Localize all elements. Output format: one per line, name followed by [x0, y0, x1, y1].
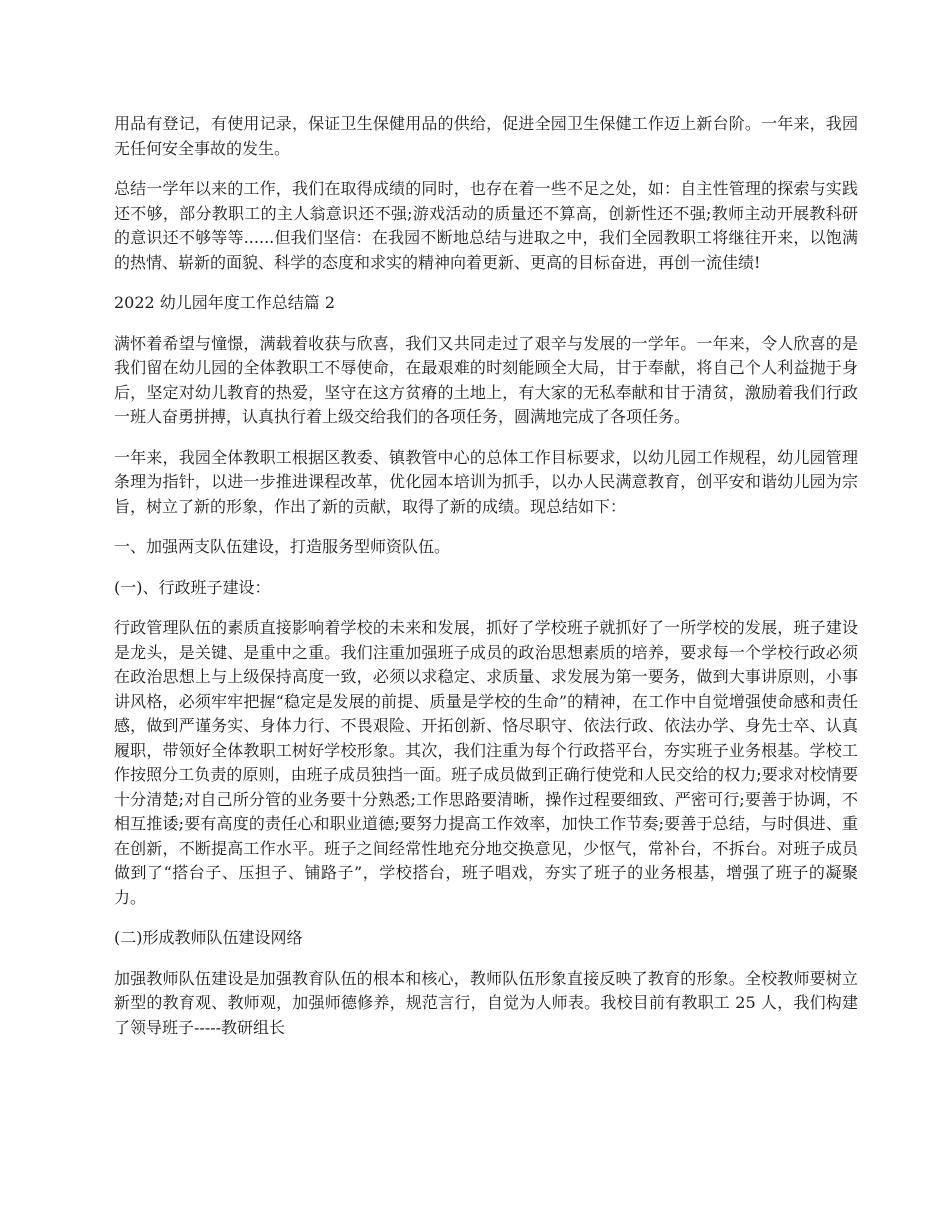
section-heading-part-2: 2022 幼儿园年度工作总结篇 2: [114, 293, 336, 312]
subheading-teacher-network: (二)形成教师队伍建设网络: [114, 928, 303, 947]
subheading-admin-team: (一)、行政班子建设：: [114, 577, 271, 597]
paragraph-overall-goals: 一年来，我园全体教职工根据区教委、镇教管中心的总体工作目标要求，以幼儿园工作规程，幼儿园管理条理为指针，以进一步推进课程改革，优化园本培训为抓手，以办人民满意教育，创平安和谐幼儿园为宗旨，树立了新的形象，作出了新的贡献，取得了新的成绩。现总结如下：: [114, 447, 858, 516]
paragraph-hope-and-harvest: 满怀着希望与憧憬，满载着收获与欣喜，我们又共同走过了艰辛与发展的一学年。一年来，令人欣喜的是我们留在幼儿园的全体教职工不辱使命，在最艰难的时刻能顾全大局，甘于奉献，将自己个人利益抛于身后，坚定对幼儿教育的热爱，坚守在这方贫瘠的土地上，有大家的无私奉献和甘于清贫，激励着我们行政一班人奋勇拼搏，认真执行着上级交给我们的各项任务，圆满地完成了各项任务。: [114, 333, 858, 426]
document-body: [114, 112, 858, 1056]
paragraph-hygiene-supplies: 用品有登记，有使用记录，保证卫生保健用品的供给，促进全园卫生保健工作迈上新台阶。一年来，我园无任何安全事故的发生。: [114, 114, 858, 158]
paragraph-admin-team: 行政管理队伍的素质直接影响着学校的未来和发展，抓好了学校班子就抓好了一所学校的发展，班子建设是龙头，是关键、是重中之重。我们注重加强班子成员的政治思想素质的培养，要求每一个学校行政必须在政治思想上与上级保持高度一致，必须以求稳定、求质量、求发展为第一要务，做到大事讲原则，小事讲风格，必须牢牢把握“稳定是发展的前提、质量是学校的生命”的精神，在工作中自觉增强使命感和责任感，做到严谨务实、身体力行、不畏艰险、开拓创新、恪尽职守、依法行政、依法办学、身先士卒、认真履职，带领好全体教职工树好学校形象。其次，我们注重为每个行政搭平台，夯实班子业务根基。学校工作按照分工负责的原则，由班子成员独挡一面。班子成员做到正确行使党和人民交给的权力;要求对校情要十分清楚;对自己所分管的业务要十分熟悉;工作思路要清晰，操作过程要细致、严密可行;要善于协调，不相互推诿;要有高度的责任心和职业道德;要努力提高工作效率，加快工作节奏;要善于总结，与时俱进、重在创新，不断提高工作水平。班子之间经常性地充分地交换意见，少怄气，常补台，不拆台。对班子成员做到了“搭台子、压担子、铺路子”，学校搭台，班子唱戏，夯实了班子的业务根基，增强了班子的凝聚力。: [114, 618, 858, 907]
paragraph-teacher-network: 加强教师队伍建设是加强教育队伍的根本和核心，教师队伍形象直接反映了教育的形象。全校教师要树立新型的教育观、教师观，加强师德修养，规范言行，自觉为人师表。我校目前有教职工 25 人，我们构建了领导班子-----教研组长: [114, 968, 858, 1037]
heading-team-building: 一、加强两支队伍建设，打造服务型师资队伍。: [114, 537, 451, 556]
paragraph-year-summary: 总结一学年以来的工作，我们在取得成绩的同时，也存在着一些不足之处，如：自主性管理的探索与实践还不够，部分教职工的主人翁意识还不强;游戏活动的质量还不算高，创新性还不强;教师主动开展教科研的意识还不够等等......但我们坚信：在我园不断地总结与进取之中，我们全园教职工将继往开来，以饱满的热情、崭新的面貌、科学的态度和求实的精神向着更新、更高的目标奋进，再创一流佳绩!: [114, 179, 858, 272]
